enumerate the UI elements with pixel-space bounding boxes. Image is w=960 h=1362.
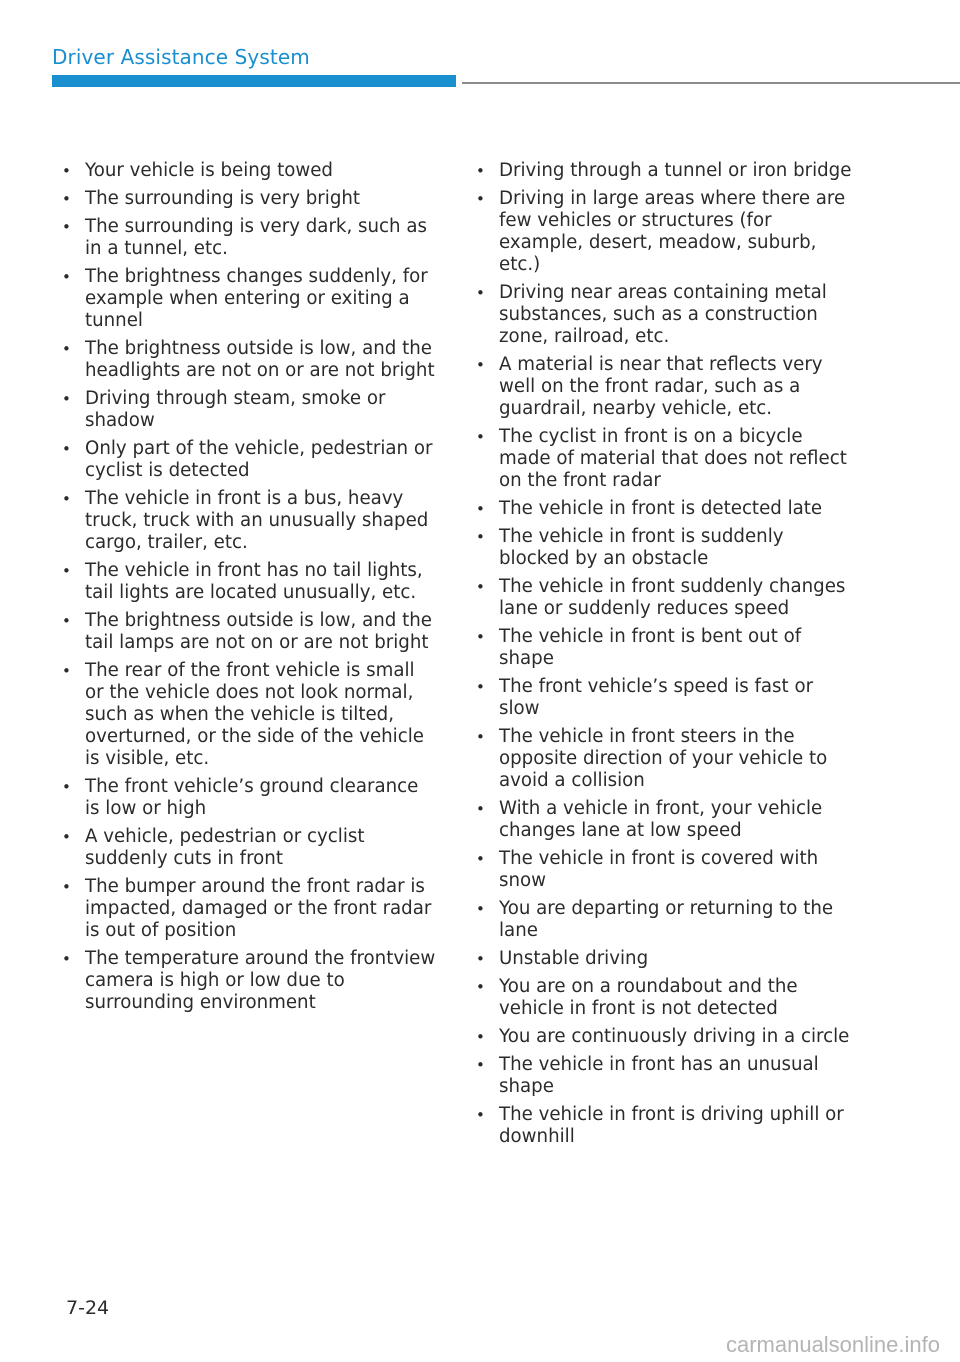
bullet-icon: • (62, 162, 71, 180)
list-item-text: The surrounding is very dark, such as in a tunnel, etc. (85, 216, 427, 259)
list-item (60, 266, 438, 332)
list-item (474, 976, 858, 1020)
bullet-icon: • (476, 578, 485, 596)
bullet-icon: • (62, 390, 71, 408)
list-item-text: The vehicle in front has an unusual shape (499, 1054, 819, 1097)
list-item (60, 876, 438, 942)
list-item (474, 576, 858, 620)
bullet-icon: • (62, 828, 71, 846)
bullet-icon: • (476, 528, 485, 546)
header-rule-thin (462, 82, 960, 84)
list-item (474, 626, 858, 670)
list-item-text: The brightness outside is low, and the tail lamps are not on or are not bright (85, 610, 432, 653)
list-item-text: With a vehicle in front, your vehicle changes lane at low speed (499, 798, 823, 841)
right-bullet-list (474, 160, 858, 1154)
list-item (60, 488, 438, 554)
list-item (474, 160, 858, 182)
list-item (474, 1026, 858, 1048)
bullet-icon: • (62, 218, 71, 236)
watermark: carmanualsonline.info (725, 1332, 940, 1357)
bullet-icon: • (62, 190, 71, 208)
list-item (60, 776, 438, 820)
list-item (60, 160, 438, 182)
bullet-icon: • (62, 778, 71, 796)
bullet-icon: • (476, 978, 485, 996)
bullet-icon: • (476, 678, 485, 696)
list-item-text: Driving near areas containing metal substances, such as a construction zone, railroad, etc. (499, 282, 827, 347)
list-item-text: Driving through steam, smoke or shadow (85, 388, 386, 431)
list-item-text: You are on a roundabout and the vehicle in front is not detected (499, 976, 798, 1019)
bullet-icon: • (476, 428, 485, 446)
list-item (474, 948, 858, 970)
list-item-text: You are continuously driving in a circle (499, 1026, 850, 1047)
list-item-text: The vehicle in front steers in the opposite direction of your vehicle to avoid a collision (499, 726, 828, 791)
bullet-icon: • (62, 878, 71, 896)
list-item (60, 948, 438, 1014)
list-item (60, 188, 438, 210)
list-item (474, 1104, 858, 1148)
list-item (474, 426, 858, 492)
left-bullet-list (60, 160, 438, 1020)
list-item (474, 1054, 858, 1098)
list-item-text: The brightness outside is low, and the headlights are not on or are not bright (85, 338, 435, 381)
bullet-icon: • (476, 1106, 485, 1124)
list-item-text: The bumper around the front radar is impacted, damaged or the front radar is out of position (85, 876, 432, 941)
bullet-icon: • (62, 950, 71, 968)
list-item (474, 676, 858, 720)
list-item-text: You are departing or returning to the lane (499, 898, 834, 941)
bullet-icon: • (62, 490, 71, 508)
header-rule-accent (52, 75, 456, 87)
list-item (474, 726, 858, 792)
list-item-text: Unstable driving (499, 948, 649, 969)
bullet-icon: • (476, 284, 485, 302)
list-item-text: The vehicle in front is bent out of shape (499, 626, 802, 669)
bullet-icon: • (476, 900, 485, 918)
list-item (474, 848, 858, 892)
list-item-text: The vehicle in front is driving uphill or downhill (499, 1104, 844, 1147)
list-item (474, 798, 858, 842)
bullet-icon: • (476, 628, 485, 646)
list-item-text: A material is near that reflects very well on the front radar, such as a guardrail, nearby vehicle, etc. (499, 354, 823, 419)
list-item-text: Only part of the vehicle, pedestrian or cyclist is detected (85, 438, 433, 481)
list-item (474, 282, 858, 348)
list-item (60, 388, 438, 432)
bullet-icon: • (62, 612, 71, 630)
list-item (60, 216, 438, 260)
list-item-text: The vehicle in front is a bus, heavy truck, truck with an unusually shaped cargo, trailer, etc. (85, 488, 429, 553)
bullet-icon: • (62, 268, 71, 286)
list-item (474, 354, 858, 420)
section-title: Driver Assistance System (52, 45, 310, 69)
list-item-text: The vehicle in front has no tail lights, tail lights are located unusually, etc. (85, 560, 423, 603)
list-item-text: The vehicle in front suddenly changes lane or suddenly reduces speed (499, 576, 846, 619)
list-item-text: The vehicle in front is covered with snow (499, 848, 819, 891)
list-item-text: The front vehicle’s ground clearance is low or high (85, 776, 419, 819)
list-item (60, 826, 438, 870)
list-item-text: The vehicle in front is suddenly blocked by an obstacle (499, 526, 784, 569)
list-item (60, 438, 438, 482)
list-item-text: The front vehicle’s speed is fast or slow (499, 676, 814, 719)
bullet-icon: • (62, 440, 71, 458)
bullet-icon: • (476, 162, 485, 180)
bullet-icon: • (476, 190, 485, 208)
list-item (474, 498, 858, 520)
list-item-text: Driving through a tunnel or iron bridge (499, 160, 852, 181)
list-item (474, 898, 858, 942)
list-item-text: The surrounding is very bright (85, 188, 361, 209)
bullet-icon: • (476, 1028, 485, 1046)
list-item (474, 526, 858, 570)
bullet-icon: • (476, 950, 485, 968)
list-item (60, 560, 438, 604)
list-item-text: Driving in large areas where there are few vehicles or structures (for example, desert, meadow, suburb, etc.) (499, 188, 846, 275)
list-item-text: The cyclist in front is on a bicycle made of material that does not reflect on the front radar (499, 426, 847, 491)
bullet-icon: • (476, 500, 485, 518)
page-number: 7-24 (66, 1297, 110, 1319)
bullet-icon: • (476, 1056, 485, 1074)
bullet-icon: • (476, 356, 485, 374)
bullet-icon: • (476, 850, 485, 868)
list-item-text: The vehicle in front is detected late (499, 498, 823, 519)
list-item-text: A vehicle, pedestrian or cyclist suddenly cuts in front (85, 826, 365, 869)
bullet-icon: • (62, 562, 71, 580)
bullet-icon: • (476, 800, 485, 818)
list-item-text: The rear of the front vehicle is small or the vehicle does not look normal, such as when the vehicle is tilted, overturned, or the side of the vehicle is visible, etc. (85, 660, 424, 769)
list-item-text: The brightness changes suddenly, for example when entering or exiting a tunnel (85, 266, 428, 331)
list-item (474, 188, 858, 276)
list-item (60, 610, 438, 654)
bullet-icon: • (62, 662, 71, 680)
list-item (60, 660, 438, 770)
bullet-icon: • (62, 340, 71, 358)
list-item (60, 338, 438, 382)
bullet-icon: • (476, 728, 485, 746)
list-item-text: The temperature around the frontview camera is high or low due to surrounding environment (85, 948, 436, 1013)
list-item-text: Your vehicle is being towed (85, 160, 333, 181)
